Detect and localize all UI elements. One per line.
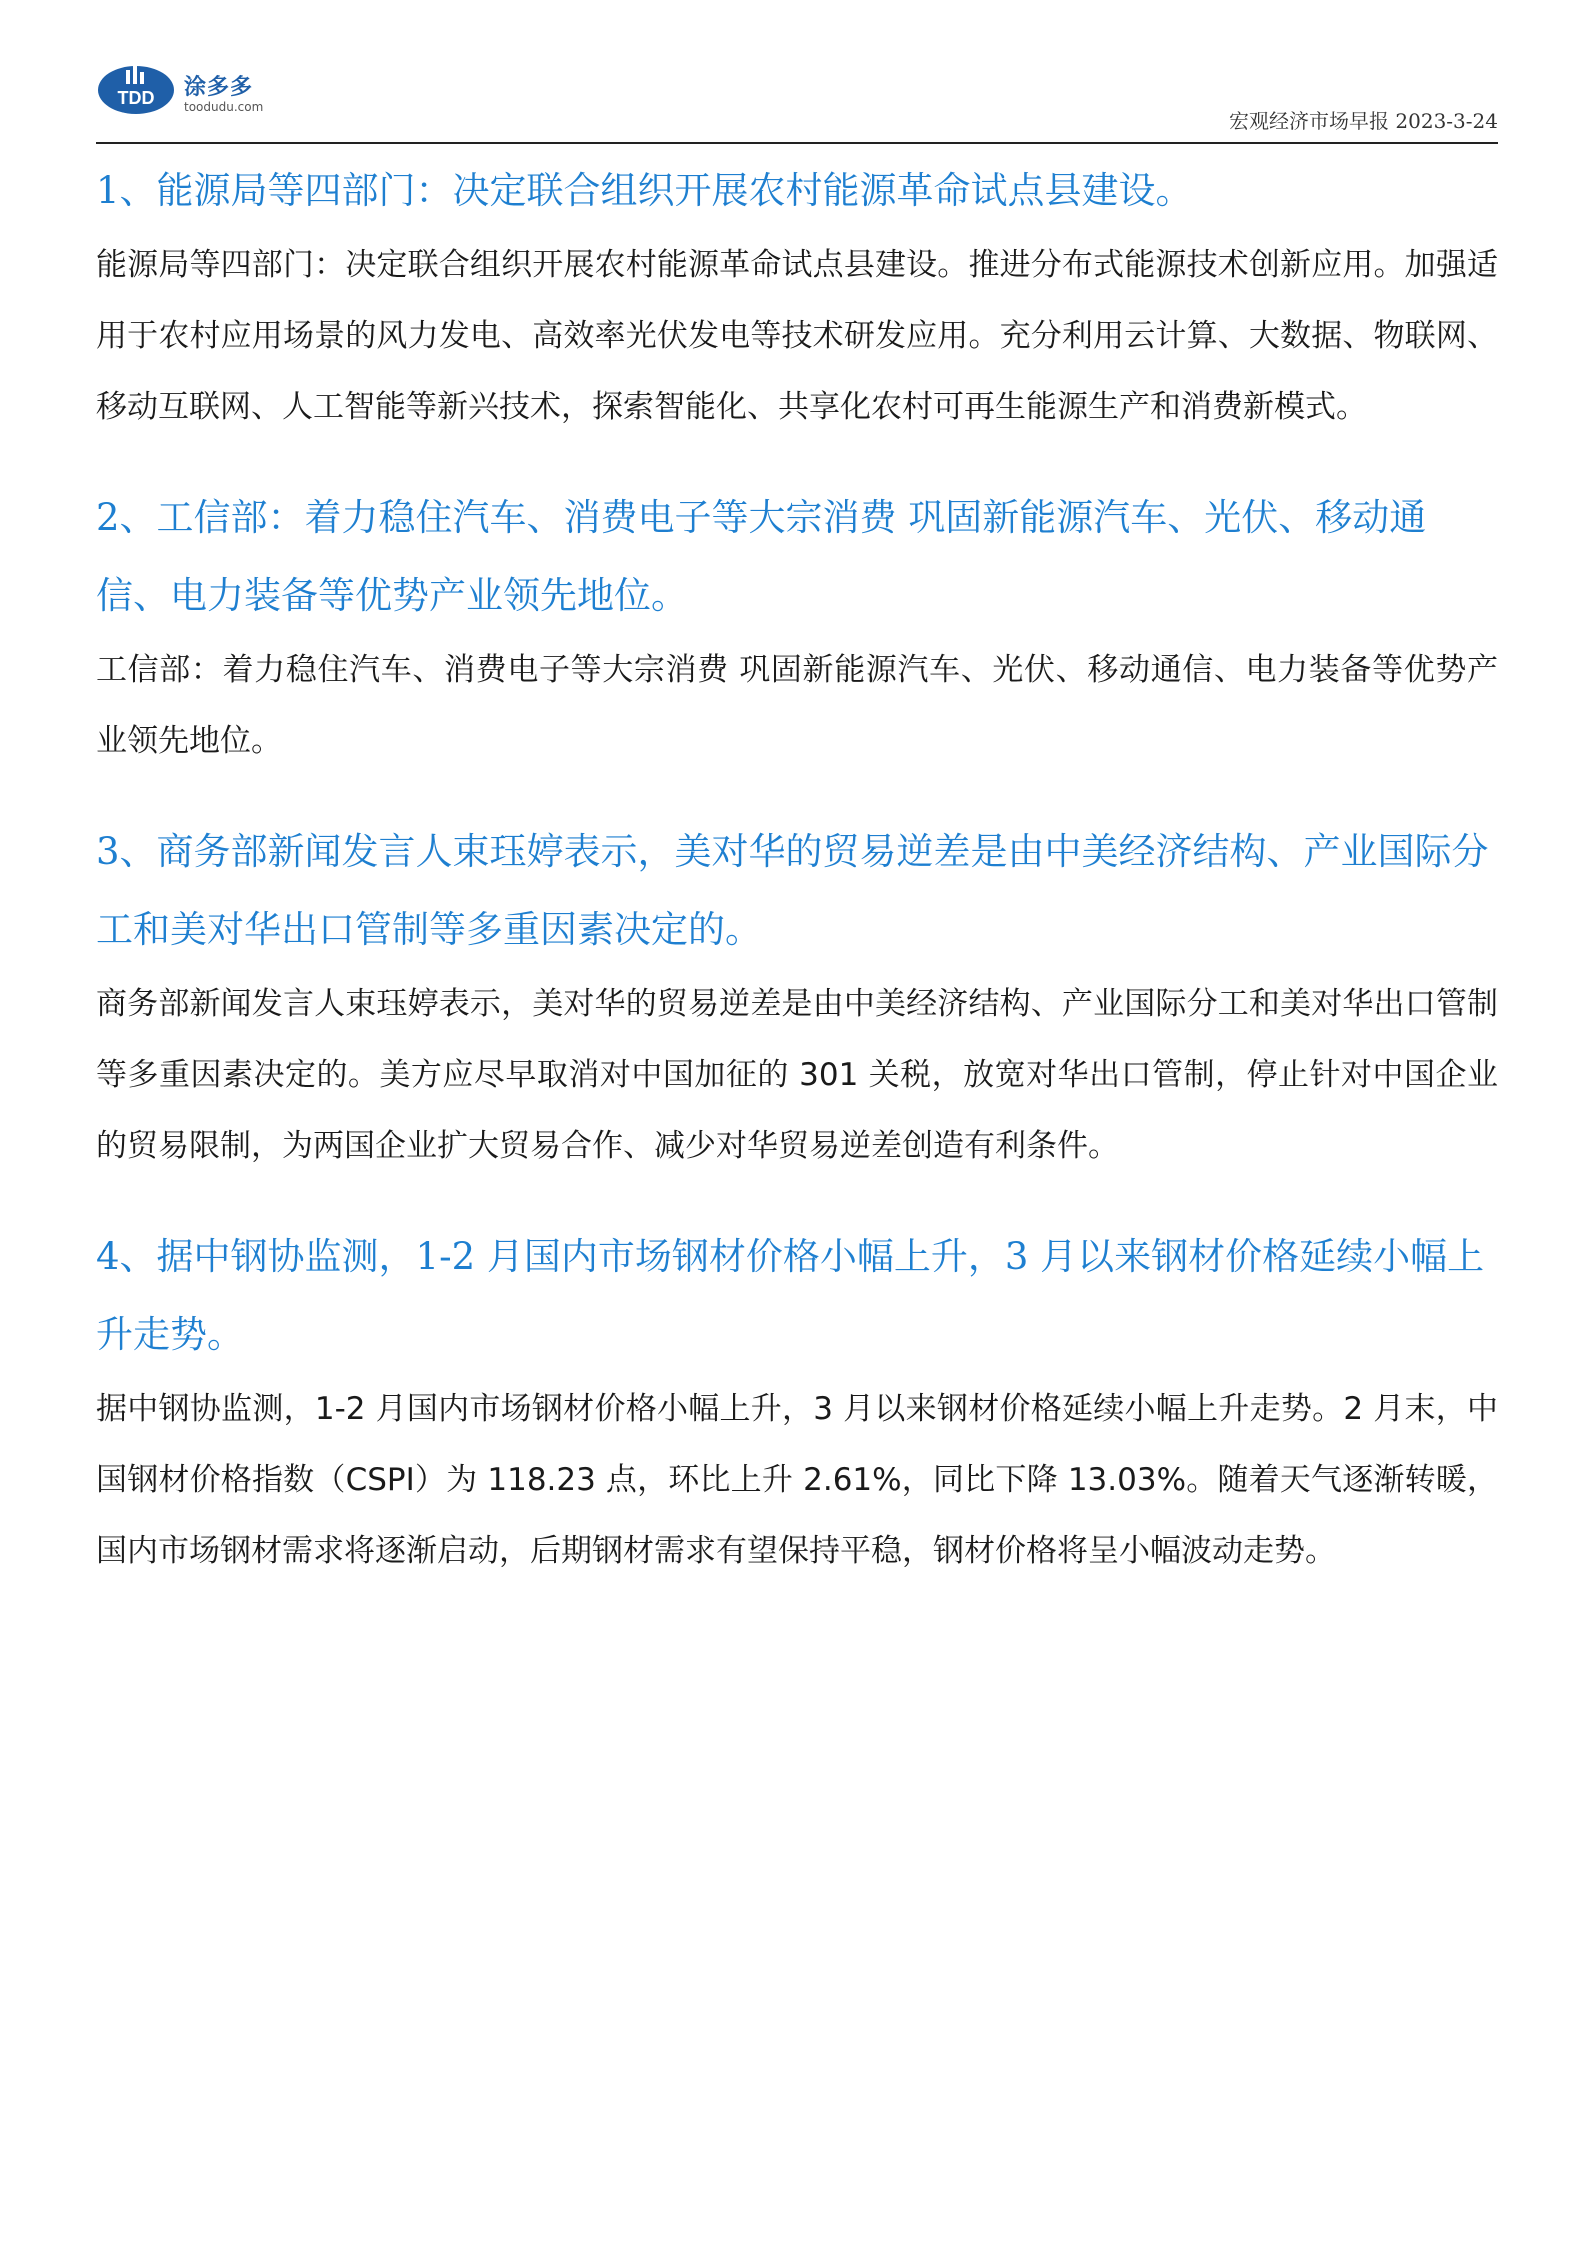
section-body: 据中钢协监测，1-2 月国内市场钢材价格小幅上升，3 月以来钢材价格延续小幅上升走势。2 月末，中国钢材价格指数（CSPI）为 118.23 点，环比上升 2.61%，同比下降 13.03%。随着天气逐渐转暖，国内市场钢材需求将逐渐启动，后期钢材需求有望保持平稳，钢材价格将呈小幅波动走势。	[96, 1391, 1498, 1569]
logo-domain: toodudu.com	[184, 100, 264, 114]
news-section-2	[96, 479, 1498, 777]
report-title: 宏观经济市场早报 2023-3-24	[1229, 109, 1498, 133]
section-title: 2、工信部：着力稳住汽车、消费电子等大宗消费 巩固新能源汽车、光伏、移动通信、电力装备等优势产业领先地位。	[96, 496, 1427, 617]
section-title: 4、据中钢协监测，1-2 月国内市场钢材价格小幅上升，3 月以来钢材价格延续小幅上升走势。	[96, 1235, 1485, 1356]
news-section-3	[96, 813, 1498, 1182]
section-title: 1、能源局等四部门：决定联合组织开展农村能源革命试点县建设。	[96, 169, 1193, 212]
section-body: 能源局等四部门：决定联合组织开展农村能源革命试点县建设。推进分布式能源技术创新应用。加强适用于农村应用场景的风力发电、高效率光伏发电等技术研发应用。充分利用云计算、大数据、物联网、移动互联网、人工智能等新兴技术，探索智能化、共享化农村可再生能源生产和消费新模式。	[96, 247, 1498, 425]
article-content	[96, 152, 1498, 1623]
section-body: 工信部：着力稳住汽车、消费电子等大宗消费 巩固新能源汽车、光伏、移动通信、电力装备等优势产业领先地位。	[96, 652, 1498, 759]
news-section-1	[96, 152, 1498, 443]
section-title: 3、商务部新闻发言人束珏婷表示，美对华的贸易逆差是由中美经济结构、产业国际分工和美对华出口管制等多重因素决定的。	[96, 830, 1489, 951]
section-body: 商务部新闻发言人束珏婷表示，美对华的贸易逆差是由中美经济结构、产业国际分工和美对华出口管制等多重因素决定的。美方应尽早取消对中国加征的 301 关税，放宽对华出口管制，停止针对中国企业的贸易限制，为两国企业扩大贸易合作、减少对华贸易逆差创造有利条件。	[96, 986, 1498, 1164]
news-section-4	[96, 1218, 1498, 1587]
logo-mark-text: TDD	[117, 88, 155, 108]
page-header	[96, 60, 1498, 144]
logo-mark-icon	[96, 60, 176, 116]
logo-name: 涂多多	[184, 75, 254, 100]
company-logo	[96, 60, 296, 120]
